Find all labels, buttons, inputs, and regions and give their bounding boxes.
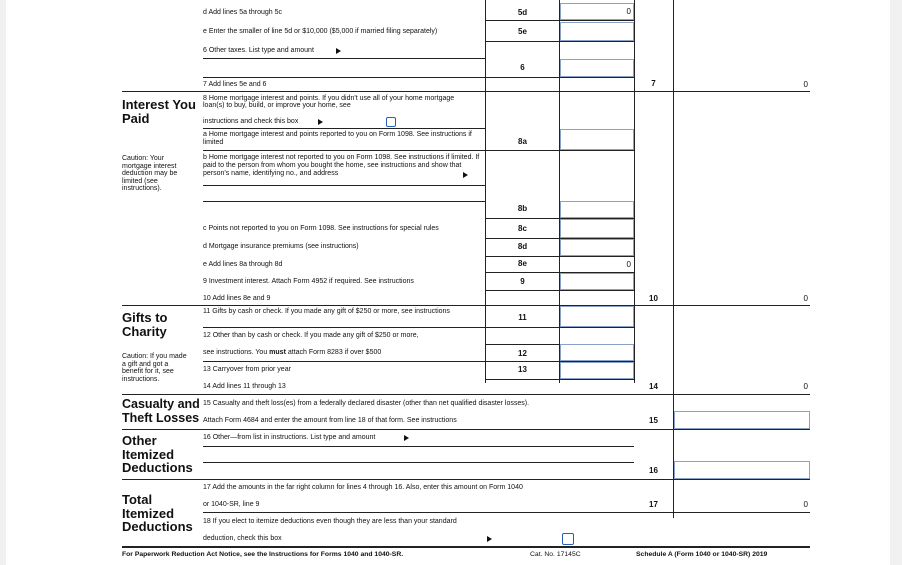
line-9-label: 9 — [520, 277, 525, 286]
line-7-label: 7 — [651, 79, 656, 88]
line-16-input[interactable] — [674, 461, 810, 479]
line-10-label: 10 — [649, 294, 658, 303]
line-11-text: 11 Gifts by cash or check. If you made any gift of $250 or more, see instructions — [203, 308, 450, 315]
line-12-text: 12 Other than by cash or check. If you made any gift of $250 or more, — [203, 332, 419, 339]
line-8a-input[interactable] — [560, 129, 634, 150]
col-divider — [634, 0, 635, 383]
line-9-text: 9 Investment interest. Attach Form 4952 if required. See instructions — [203, 278, 414, 285]
rule — [203, 58, 485, 59]
footer-paperwork-notice: For Paperwork Reduction Act Notice, see the Instructions for Forms 1040 and 1040-SR. — [122, 551, 404, 558]
rule — [203, 201, 485, 202]
line-8b-input[interactable] — [560, 201, 634, 218]
rule — [122, 305, 810, 306]
line-15-label: 15 — [649, 416, 658, 425]
line-13-label: 13 — [518, 365, 527, 374]
line-17-text: 17 Add the amounts in the far right column for lines 4 through 16. Also, enter this amount on Form 1040 — [203, 484, 523, 491]
line-5e-label: 5e — [518, 27, 527, 36]
line-16-text: 16 Other—from list in instructions. List type and amount — [203, 434, 376, 441]
rule — [203, 327, 634, 328]
line-11-input[interactable] — [560, 306, 634, 327]
footer-cat-no: Cat. No. 17145C — [530, 551, 581, 558]
rule — [486, 344, 560, 345]
line-8e-text: e Add lines 8a through 8d — [203, 261, 283, 268]
line-6-text: 6 Other taxes. List type and amount — [203, 47, 314, 54]
line-5d-value: 0 — [626, 7, 631, 16]
line-12-text2: see instructions. You — [203, 349, 268, 356]
arrow-icon — [404, 435, 409, 441]
line-18-checkbox[interactable] — [562, 533, 574, 545]
line-5e-input[interactable] — [560, 22, 634, 41]
rule — [122, 429, 810, 430]
section-casualty-title: Casualty and Theft Losses — [122, 397, 200, 425]
line-5d-text: d Add lines 5a through 5c — [203, 9, 283, 16]
line-15-text: 15 Casualty and theft loss(es) from a federally declared disaster (other than net qualified disaster losses). — [203, 400, 530, 407]
schedule-a-page — [6, 0, 890, 565]
line-12-label: 12 — [518, 349, 527, 358]
line-8d-text: d Mortgage insurance premiums (see instructions) — [203, 243, 359, 250]
line-8d-input[interactable] — [560, 239, 634, 256]
line-8-text2: instructions and check this box — [203, 118, 299, 125]
line-18-text2: deduction, check this box — [203, 535, 282, 542]
rule — [203, 462, 634, 463]
line-17-label: 17 — [649, 500, 658, 509]
rule — [122, 394, 810, 395]
col-divider — [485, 0, 486, 383]
line-8c-label: 8c — [518, 224, 527, 233]
rule — [203, 128, 485, 129]
line-6-label: 6 — [520, 63, 525, 72]
line-7-text: 7 Add lines 5e and 6 — [203, 81, 267, 88]
line-8a-label: 8a — [518, 137, 527, 146]
line-10-value: 0 — [803, 294, 808, 303]
line-15-text2: Attach Form 4684 and enter the amount from line 18 of that form. See instructions — [203, 417, 457, 424]
col-divider — [673, 0, 674, 518]
rule — [122, 546, 810, 548]
section-gifts-title: Gifts to Charity — [122, 310, 168, 339]
line-17-text2: or 1040-SR, line 9 — [203, 501, 260, 508]
line-8c-input[interactable] — [560, 219, 634, 238]
rule — [203, 150, 634, 151]
line-12-text2-row — [203, 349, 381, 357]
line-8e-label: 8e — [518, 259, 527, 268]
arrow-icon — [487, 536, 492, 542]
section-gifts-caution: Caution: If you made a gift and got a benefit for it, see instructions. — [122, 353, 187, 383]
line-8-text: 8 Home mortgage interest and points. If you didn't use all of your home mortgage loan(s) to buy, build, or improve your home, see — [203, 95, 455, 109]
rule — [203, 185, 485, 186]
line-8d-label: 8d — [517, 242, 528, 251]
line-16-label: 16 — [649, 466, 658, 475]
arrow-icon — [463, 172, 468, 178]
section-interest-caution: Caution: Your mortgage interest deduction may be limited (see instructions). — [122, 155, 178, 192]
line-5e-text: e Enter the smaller of line 5d or $10,000 ($5,000 if married filing separately) — [203, 28, 438, 35]
line-18-text: 18 If you elect to itemize deductions even though they are less than your standard — [203, 518, 457, 525]
rule — [486, 41, 634, 42]
line-13-input[interactable] — [560, 362, 634, 379]
line-14-text: 14 Add lines 11 through 13 — [203, 383, 286, 390]
line-6-input[interactable] — [560, 59, 634, 77]
line-12-must: must — [269, 349, 286, 356]
line-12-input[interactable] — [560, 344, 634, 361]
section-total-title: Total Itemized Deductions — [122, 492, 193, 534]
arrow-icon — [336, 48, 341, 54]
rule — [203, 77, 634, 78]
rule — [203, 512, 810, 513]
line-15-input[interactable] — [674, 411, 810, 429]
rule — [486, 20, 634, 21]
line-7-value: 0 — [803, 80, 808, 89]
line-8-checkbox[interactable] — [386, 117, 396, 127]
line-10-text: 10 Add lines 8e and 9 — [203, 295, 271, 302]
line-12-text3: attach Form 8283 if over $500 — [287, 349, 382, 356]
line-14-label: 14 — [649, 382, 658, 391]
line-8b-label: 8b — [517, 204, 528, 213]
rule — [203, 446, 634, 447]
footer-schedule-id: Schedule A (Form 1040 or 1040-SR) 2019 — [636, 551, 768, 558]
line-13-text: 13 Carryover from prior year — [203, 366, 291, 373]
line-17-value: 0 — [803, 500, 808, 509]
section-other-title: Other Itemized Deductions — [122, 433, 193, 475]
rule — [122, 479, 810, 480]
line-8e-value: 0 — [626, 260, 631, 269]
line-11-label: 11 — [518, 313, 527, 322]
rule — [486, 256, 634, 257]
line-8c-text: c Points not reported to you on Form 1098. See instructions for special rules — [203, 225, 439, 232]
section-interest-title: Interest You Paid — [122, 97, 196, 126]
line-8b-text: b Home mortgage interest not reported to you on Form 1098. See instructions if limited. If paid to the person from whom you bought the home, see instructions and show that person's name, identifying no., and address — [203, 154, 480, 177]
rule — [486, 379, 634, 380]
line-14-value: 0 — [803, 382, 808, 391]
rule — [486, 290, 634, 291]
arrow-icon — [318, 119, 323, 125]
line-8a-text: a Home mortgage interest and points reported to you on Form 1098. See instructions if limited — [203, 131, 472, 146]
rule — [122, 91, 810, 92]
line-5d-label: 5d — [517, 8, 528, 17]
line-9-input[interactable] — [560, 273, 634, 290]
